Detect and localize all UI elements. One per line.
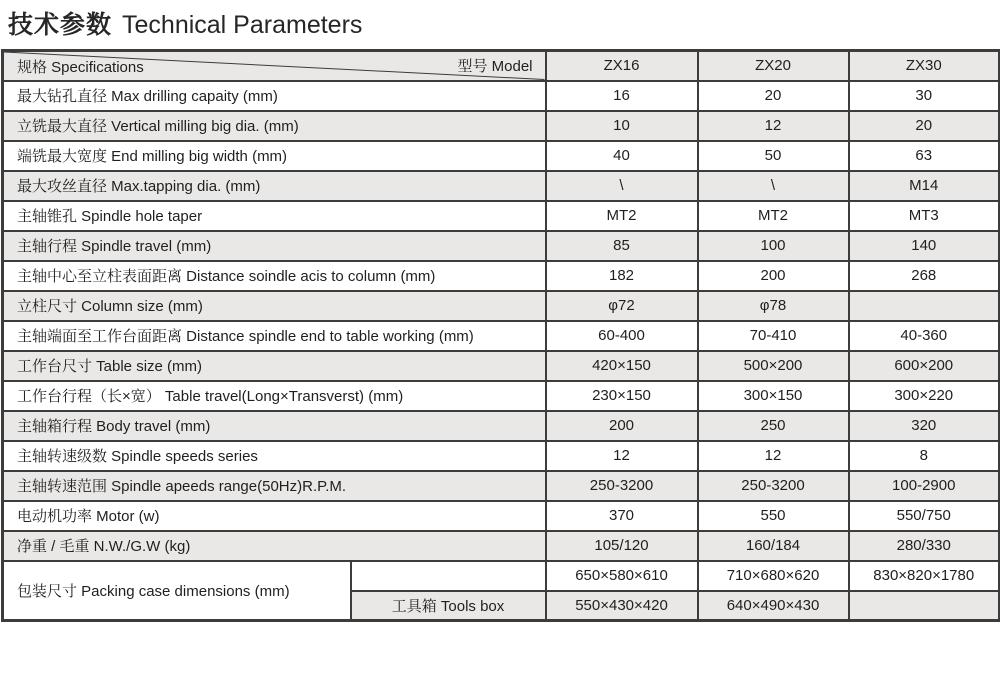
value-cell: 640×490×430 xyxy=(698,591,849,621)
value-cell xyxy=(849,291,1000,321)
table-row xyxy=(3,441,1000,471)
value-cell: 140 xyxy=(849,231,1000,261)
model-column-header-zx30: ZX30 xyxy=(849,51,1000,81)
table-row xyxy=(3,81,1000,111)
value-cell: 100 xyxy=(698,231,849,261)
value-cell: 12 xyxy=(546,441,698,471)
spec-label-cell: 主轴行程 Spindle travel (mm) xyxy=(3,231,546,261)
table-row xyxy=(3,231,1000,261)
spec-label-cell: 立铣最大直径 Vertical milling big dia. (mm) xyxy=(3,111,546,141)
page-title xyxy=(0,0,1000,49)
table-row xyxy=(3,471,1000,501)
value-cell: 12 xyxy=(698,441,849,471)
value-cell: 182 xyxy=(546,261,698,291)
value-cell: 600×200 xyxy=(849,351,1000,381)
value-cell: 85 xyxy=(546,231,698,261)
value-cell: 420×150 xyxy=(546,351,698,381)
value-cell: 20 xyxy=(698,81,849,111)
value-cell: 500×200 xyxy=(698,351,849,381)
header-row xyxy=(3,51,1000,81)
page-title-english: Technical Parameters xyxy=(122,11,363,39)
value-cell: 320 xyxy=(849,411,1000,441)
spec-label-cell: 主轴锥孔 Spindle hole taper xyxy=(3,201,546,231)
table-row xyxy=(3,261,1000,291)
value-cell: \ xyxy=(698,171,849,201)
value-cell: 710×680×620 xyxy=(698,561,849,591)
model-column-header-zx16: ZX16 xyxy=(546,51,698,81)
table-row xyxy=(3,111,1000,141)
value-cell: 230×150 xyxy=(546,381,698,411)
value-cell: φ72 xyxy=(546,291,698,321)
value-cell: 20 xyxy=(849,111,1000,141)
table-row xyxy=(3,351,1000,381)
value-cell: \ xyxy=(546,171,698,201)
spec-label-cell: 电动机功率 Motor (w) xyxy=(3,501,546,531)
value-cell: MT3 xyxy=(849,201,1000,231)
spec-label-cell: 净重 / 毛重 N.W./G.W (kg) xyxy=(3,531,546,561)
value-cell: 16 xyxy=(546,81,698,111)
spec-label-cell: 工作台行程（长×宽） Table travel(Long×Transverst) (mm) xyxy=(3,381,546,411)
table-row xyxy=(3,411,1000,441)
spec-model-header-cell xyxy=(3,51,546,81)
spec-label-cell: 主轴转速范围 Spindle apeeds range(50Hz)R.P.M. xyxy=(3,471,546,501)
value-cell: 200 xyxy=(698,261,849,291)
value-cell: 268 xyxy=(849,261,1000,291)
value-cell: 50 xyxy=(698,141,849,171)
value-cell: 650×580×610 xyxy=(546,561,698,591)
value-cell: 550/750 xyxy=(849,501,1000,531)
value-cell: MT2 xyxy=(698,201,849,231)
value-cell: 300×150 xyxy=(698,381,849,411)
table-row xyxy=(3,321,1000,351)
packing-label-cell: 包装尺寸 Packing case dimensions (mm) xyxy=(3,561,351,621)
value-cell: 550 xyxy=(698,501,849,531)
spec-label-cell: 工作台尺寸 Table size (mm) xyxy=(3,351,546,381)
value-cell: 40-360 xyxy=(849,321,1000,351)
technical-parameters-table xyxy=(1,49,1000,622)
value-cell: 280/330 xyxy=(849,531,1000,561)
value-cell: 250-3200 xyxy=(546,471,698,501)
value-cell: 60-400 xyxy=(546,321,698,351)
spec-label-cell: 主轴端面至工作台面距离 Distance spindle end to table working (mm) xyxy=(3,321,546,351)
value-cell: 8 xyxy=(849,441,1000,471)
value-cell: 40 xyxy=(546,141,698,171)
table-row xyxy=(3,201,1000,231)
spec-label-cell: 主轴转速级数 Spindle speeds series xyxy=(3,441,546,471)
value-cell: 830×820×1780 xyxy=(849,561,1000,591)
value-cell: 30 xyxy=(849,81,1000,111)
spec-label-cell: 立柱尺寸 Column size (mm) xyxy=(3,291,546,321)
value-cell: 200 xyxy=(546,411,698,441)
value-cell: 250-3200 xyxy=(698,471,849,501)
table-row xyxy=(3,141,1000,171)
value-cell: 300×220 xyxy=(849,381,1000,411)
value-cell: 100-2900 xyxy=(849,471,1000,501)
value-cell: 70-410 xyxy=(698,321,849,351)
table-row xyxy=(3,381,1000,411)
value-cell: φ78 xyxy=(698,291,849,321)
value-cell: 10 xyxy=(546,111,698,141)
value-cell: 250 xyxy=(698,411,849,441)
value-cell xyxy=(849,591,1000,621)
table-row xyxy=(3,291,1000,321)
value-cell: 105/120 xyxy=(546,531,698,561)
value-cell: 550×430×420 xyxy=(546,591,698,621)
value-cell: 370 xyxy=(546,501,698,531)
toolbox-label-cell: 工具箱 Tools box xyxy=(351,591,546,621)
spec-label-cell: 最大钻孔直径 Max drilling capaity (mm) xyxy=(3,81,546,111)
table-row xyxy=(3,501,1000,531)
value-cell: 63 xyxy=(849,141,1000,171)
value-cell: 12 xyxy=(698,111,849,141)
table-row xyxy=(3,531,1000,561)
spec-label-cell: 最大攻丝直径 Max.tapping dia. (mm) xyxy=(3,171,546,201)
page-title-chinese: 技术参数 xyxy=(8,11,113,39)
spec-label-cell: 主轴箱行程 Body travel (mm) xyxy=(3,411,546,441)
spec-header-label: 规格 Specifications xyxy=(17,58,144,76)
table-row xyxy=(3,171,1000,201)
model-header-label: 型号 Model xyxy=(457,58,533,75)
value-cell: MT2 xyxy=(546,201,698,231)
packing-case-row xyxy=(3,561,1000,591)
value-cell: M14 xyxy=(849,171,1000,201)
value-cell: 160/184 xyxy=(698,531,849,561)
spec-label-cell: 主轴中心至立柱表面距离 Distance soindle acis to column (mm) xyxy=(3,261,546,291)
model-column-header-zx20: ZX20 xyxy=(698,51,849,81)
spec-label-cell: 端铣最大宽度 End milling big width (mm) xyxy=(3,141,546,171)
packing-empty-subcell xyxy=(351,561,546,591)
